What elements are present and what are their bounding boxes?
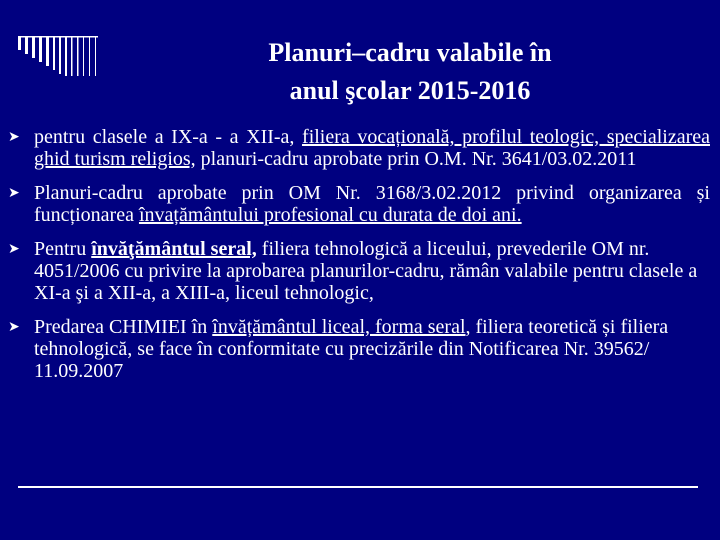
bottom-divider	[18, 486, 698, 488]
bullet-text: , filiera teoretică și filiera tehnologică, se face în conformitate cu precizările din Notificarea Nr. 39562/ 11.09.2007	[34, 316, 669, 382]
bullet-text: filiera tehnologică a liceului, prevederile OM nr. 4051/2006 cu privire la aprobarea planurilor-cadru, rămân valabile pentru clasele a XI-a şi a XII-a, a XIII-a, liceul tehnologic,	[34, 238, 698, 304]
bullet-text: Planuri-cadru aprobate prin OM Nr. 3168/3.02.2012 privind organizarea și funcționarea	[34, 182, 710, 226]
bullet-item	[8, 182, 710, 226]
bullet-item	[8, 238, 710, 304]
bullet-text: planuri-cadru aprobate prin O.M. Nr. 3641/03.02.2011	[195, 148, 637, 170]
arrow-bullet-icon: ➤	[8, 185, 20, 201]
slide-title	[150, 34, 670, 110]
bullet-bold-underlined-text: învăţământul seral,	[91, 238, 257, 260]
bullet-underlined-text: învățământul liceal, forma seral	[212, 316, 466, 338]
bullet-item	[8, 126, 710, 170]
bullet-item	[8, 316, 710, 382]
slide-title-line-2: anul şcolar 2015-2016	[289, 76, 531, 105]
bullet-text: pentru clasele a IX-a - a XII-a,	[34, 126, 303, 148]
arrow-bullet-icon: ➤	[8, 319, 20, 335]
bullet-text: Predarea CHIMIEI în	[34, 316, 213, 338]
bullet-text: Pentru	[34, 238, 92, 260]
slide-title-line-1: Planuri–cadru valabile în	[268, 38, 552, 67]
arrow-bullet-icon: ➤	[8, 129, 20, 145]
arrow-bullet-icon: ➤	[8, 241, 20, 257]
bullet-underlined-text: învațământului profesional cu durata de doi ani.	[138, 204, 522, 226]
bullet-underlined-text: filiera vocațională, profilul teologic, specializarea ghid turism religios,	[34, 126, 710, 170]
title-decoration-bars	[18, 36, 98, 76]
bullet-list	[8, 120, 710, 382]
